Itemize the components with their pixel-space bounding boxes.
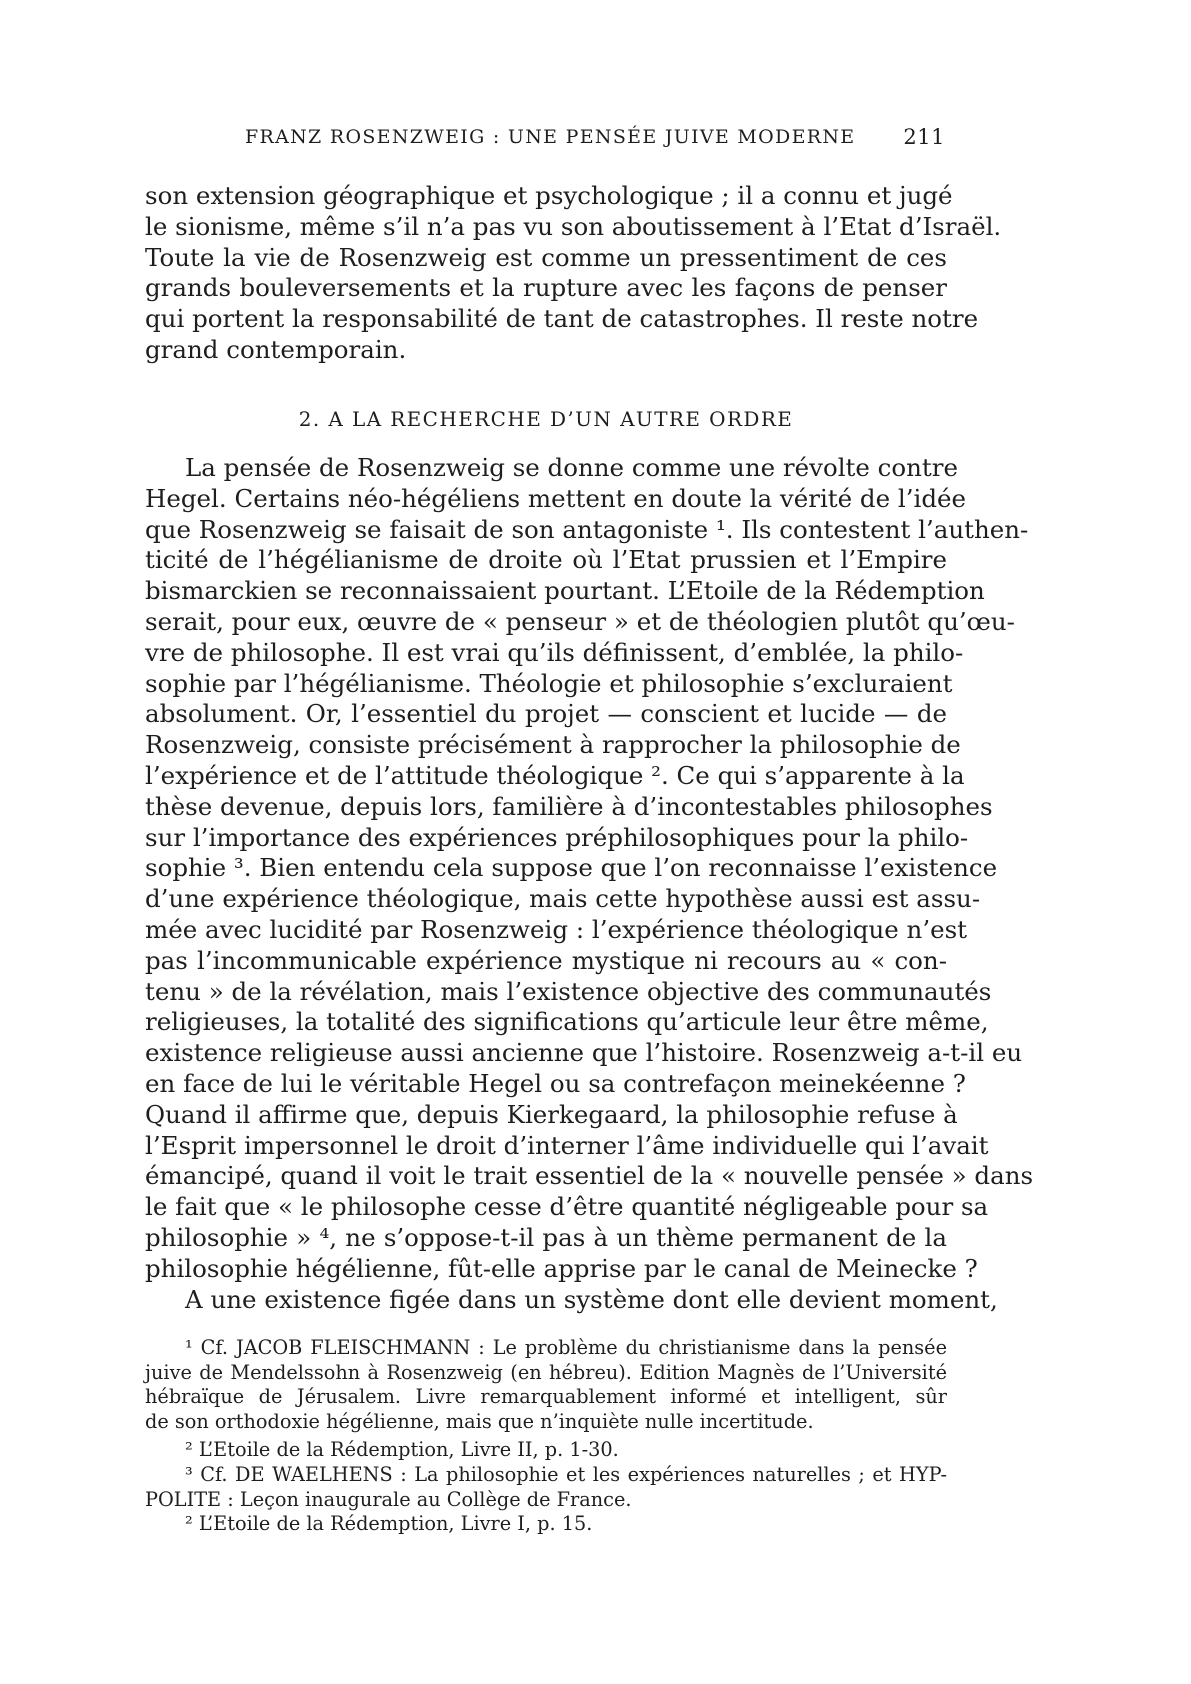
text-line: en face de lui le véritable Hegel ou sa contrefaçon meinekéenne ?: [145, 1068, 966, 1098]
footnote-line: ² L’Etoile de la Rédemption, Livre II, p. 1-30.: [185, 1438, 619, 1462]
intro-paragraph: [145, 181, 1002, 366]
section-heading: 2. A LA RECHERCHE D’UN AUTRE ORDRE: [298, 407, 794, 431]
text-line: Rosenzweig, consiste précisément à rapprocher la philosophie de: [145, 730, 961, 760]
text-line: le fait que « le philosophe cesse d’être quantité négligeable pour sa: [145, 1192, 989, 1222]
text-line: qui portent la responsabilité de tant de catastrophes. Il reste notre: [145, 304, 979, 334]
main-paragraph: [145, 453, 1034, 1315]
text-line: sur l’importance des expériences préphilosophiques pour la philo-: [145, 822, 969, 852]
text-line: sophie par l’hégélianisme. Théologie et philosophie s’excluraient: [145, 668, 953, 698]
text-line: tenu » de la révélation, mais l’existence objective des communautés: [145, 976, 992, 1006]
text-line: Toute la vie de Rosenzweig est comme un pressentiment de ces: [145, 242, 947, 272]
text-line: grands bouleversements et la rupture avec les façons de penser: [145, 273, 947, 303]
text-line: grand contemporain.: [145, 334, 407, 364]
text-line: émancipé, quand il voit le trait essentiel de la « nouvelle pensée » dans: [145, 1161, 1034, 1191]
text-line: existence religieuse aussi ancienne que l’histoire. Rosenzweig a-t-il eu: [145, 1038, 1023, 1068]
footnote-line: ³ Cf. DE WAELHENS : La philosophie et les expériences naturelles ; et HYP-: [185, 1462, 947, 1486]
text-line: d’une expérience théologique, mais cette hypothèse aussi est assu-: [145, 884, 981, 914]
text-line: mée avec lucidité par Rosenzweig : l’expérience théologique n’est: [145, 914, 968, 944]
footnote-line: juive de Mendelssohn à Rosenzweig (en hébreu). Edition Magnès de l’Université: [145, 1360, 947, 1384]
text-line: l’expérience et de l’attitude théologique ². Ce qui s’apparente à la: [145, 760, 965, 790]
footnotes: [145, 1336, 947, 1537]
text-line: religieuses, la totalité des significations qu’articule leur être même,: [145, 1007, 989, 1037]
text-line: philosophie » ⁴, ne s’oppose-t-il pas à un thème permanent de la: [145, 1222, 947, 1252]
text-line: le sionisme, même s’il n’a pas vu son aboutissement à l’Etat d’Israël.: [145, 211, 1002, 241]
page-number: 211: [903, 125, 945, 149]
text-line: que Rosenzweig se faisait de son antagoniste ¹. Ils contestent l’authen-: [145, 514, 1029, 544]
text-line: sophie ³. Bien entendu cela suppose que l’on reconnaisse l’existence: [145, 853, 998, 883]
running-head-title: FRANZ ROSENZWEIG : UNE PENSÉE JUIVE MODERNE: [245, 126, 856, 148]
text-line: absolument. Or, l’essentiel du projet — conscient et lucide — de: [145, 699, 947, 729]
text-line: Hegel. Certains néo-hégéliens mettent en doute la vérité de l’idée: [145, 483, 967, 513]
footnote-line: ¹ Cf. JACOB FLEISCHMANN : Le problème du christianisme dans la pensée: [185, 1336, 947, 1359]
footnote-line: ² L’Etoile de la Rédemption, Livre I, p. 15.: [185, 1512, 593, 1536]
text-line: philosophie hégélienne, fût-elle apprise par le canal de Meinecke ?: [145, 1253, 978, 1283]
text-line: ticité de l’hégélianisme de droite où l’Etat prussien et l’Empire: [145, 545, 947, 575]
footnote-line: hébraïque de Jérusalem. Livre remarquablement informé et intelligent, sûr: [145, 1385, 947, 1409]
text-line: thèse devenue, depuis lors, familière à d’incontestables philosophes: [145, 791, 993, 821]
text-line: bismarckien se reconnaissaient pourtant. L’Etoile de la Rédemption: [145, 576, 985, 606]
text-line: vre de philosophe. Il est vrai qu’ils définissent, d’emblée, la philo-: [145, 637, 964, 667]
text-line: pas l’incommunicable expérience mystique ni recours au « con-: [145, 945, 947, 975]
text-line: son extension géographique et psychologique ; il a connu et jugé: [145, 181, 953, 210]
text-line: A une existence figée dans un système dont elle devient moment,: [185, 1284, 998, 1314]
footnote-line: POLITE : Leçon inaugurale au Collège de France.: [145, 1487, 632, 1511]
footnote-line: de son orthodoxie hégélienne, mais que n’inquiète nulle incertitude.: [145, 1409, 814, 1433]
text-line: La pensée de Rosenzweig se donne comme une révolte contre: [185, 453, 958, 482]
text-line: serait, pour eux, œuvre de « penseur » et de théologien plutôt qu’œu-: [145, 606, 1015, 636]
running-head: [245, 124, 945, 150]
text-line: l’Esprit impersonnel le droit d’interner l’âme individuelle qui l’avait: [145, 1130, 989, 1160]
text-line: Quand il affirme que, depuis Kierkegaard, la philosophie refuse à: [145, 1099, 958, 1129]
